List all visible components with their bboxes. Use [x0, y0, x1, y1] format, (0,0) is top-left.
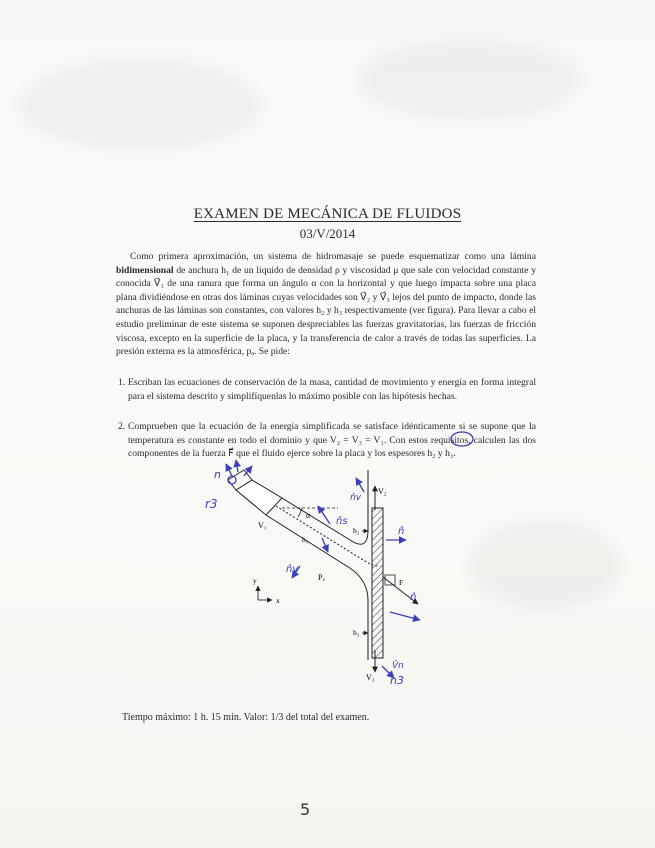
h3-label: h₃: [353, 628, 360, 637]
axis-y-label: y: [253, 576, 257, 585]
svg-text:n3: n3: [390, 674, 404, 687]
bold-term: bidimensional: [116, 264, 174, 276]
v3-label: V₃: [366, 673, 375, 682]
exam-date: 03/V/2014: [299, 226, 356, 241]
xy-axes: [258, 586, 272, 600]
h1-label: h₁: [302, 535, 309, 544]
page-number: 5: [300, 800, 311, 819]
force-label: F: [399, 578, 404, 587]
h2-label: h₂: [353, 526, 360, 535]
svg-text:V̂n: V̂n: [392, 661, 404, 671]
svg-text:n̂v: n̂v: [350, 493, 362, 503]
question-text: Escriban las ecuaciones de conservación de la masa, cantidad de movimiento y energía en forma integral para el sistema descrito y simplifíquenlas lo máximo posible con las hipótesis hechas.: [128, 377, 536, 402]
plate: [372, 508, 383, 658]
svg-text:n̂: n̂: [398, 526, 405, 537]
handwritten-annotations: [226, 432, 473, 678]
question-text: Comprueben que la ecuación de la energía simplificada se satisface idénticamente si se supone que la temperatura es constante en todo el dominio y que V₂ = V₃ = V₁. Con estos requisitos, calculen las dos componentes de la fuerza F⃗ que el fluido ejerce sobre la placa y los espesores h₂ y h₃.: [128, 421, 536, 460]
v2-label: V₂: [378, 487, 387, 496]
nozzle: [228, 470, 282, 515]
svg-text:n̂s: n̂s: [336, 516, 348, 527]
problem-statement: Como primera aproximación, un sistema de hidromasaje se puede esquematizar como una lámina bidimensional de anchura h₁ de un líquido de densidad ρ y viscosidad μ que sale con velocidad constante y conocida V⃗₁ de una ranura que forma un ángulo α con la horizontal y que luego impacta sobre una placa plana dividiéndose en otras dos láminas cuyas velocidades son V⃗₂ y V⃗₃ lejos del punto de impacto, donde las anchuras de las láminas son constantes, con valores h₂ y h₃ respectivamente (ver figura). Para llevar a cabo el estudio preliminar de este sistema se suponen despreciables las fuerzas gravitatorias, las fuerzas de fricción viscosa, excepto en la superficie de la placa, y la transferencia de calor a través de todas las superficies. La presión externa es la atmosférica, pₐ. Se pide:: [116, 251, 536, 358]
question-number: 1.: [118, 377, 126, 388]
v1-label: V₁: [258, 521, 267, 530]
axis-x-label: x: [276, 596, 280, 605]
exam-title: EXAMEN DE MECÁNICA DE FLUIDOS: [193, 206, 462, 222]
question-number: 2.: [118, 421, 126, 432]
exam-footer: Tiempo máximo: 1 h. 15 min. Valor: 1/3 del total del examen.: [122, 712, 370, 723]
pa-label: Pₐ: [318, 573, 325, 582]
svg-text:n̂: n̂: [410, 592, 417, 603]
jet-streamlines: [266, 470, 378, 660]
svg-text:r3: r3: [205, 497, 218, 511]
svg-text:n: n: [214, 468, 221, 481]
svg-text:n̂v: n̂v: [286, 564, 299, 575]
alpha-label: α: [306, 511, 311, 520]
